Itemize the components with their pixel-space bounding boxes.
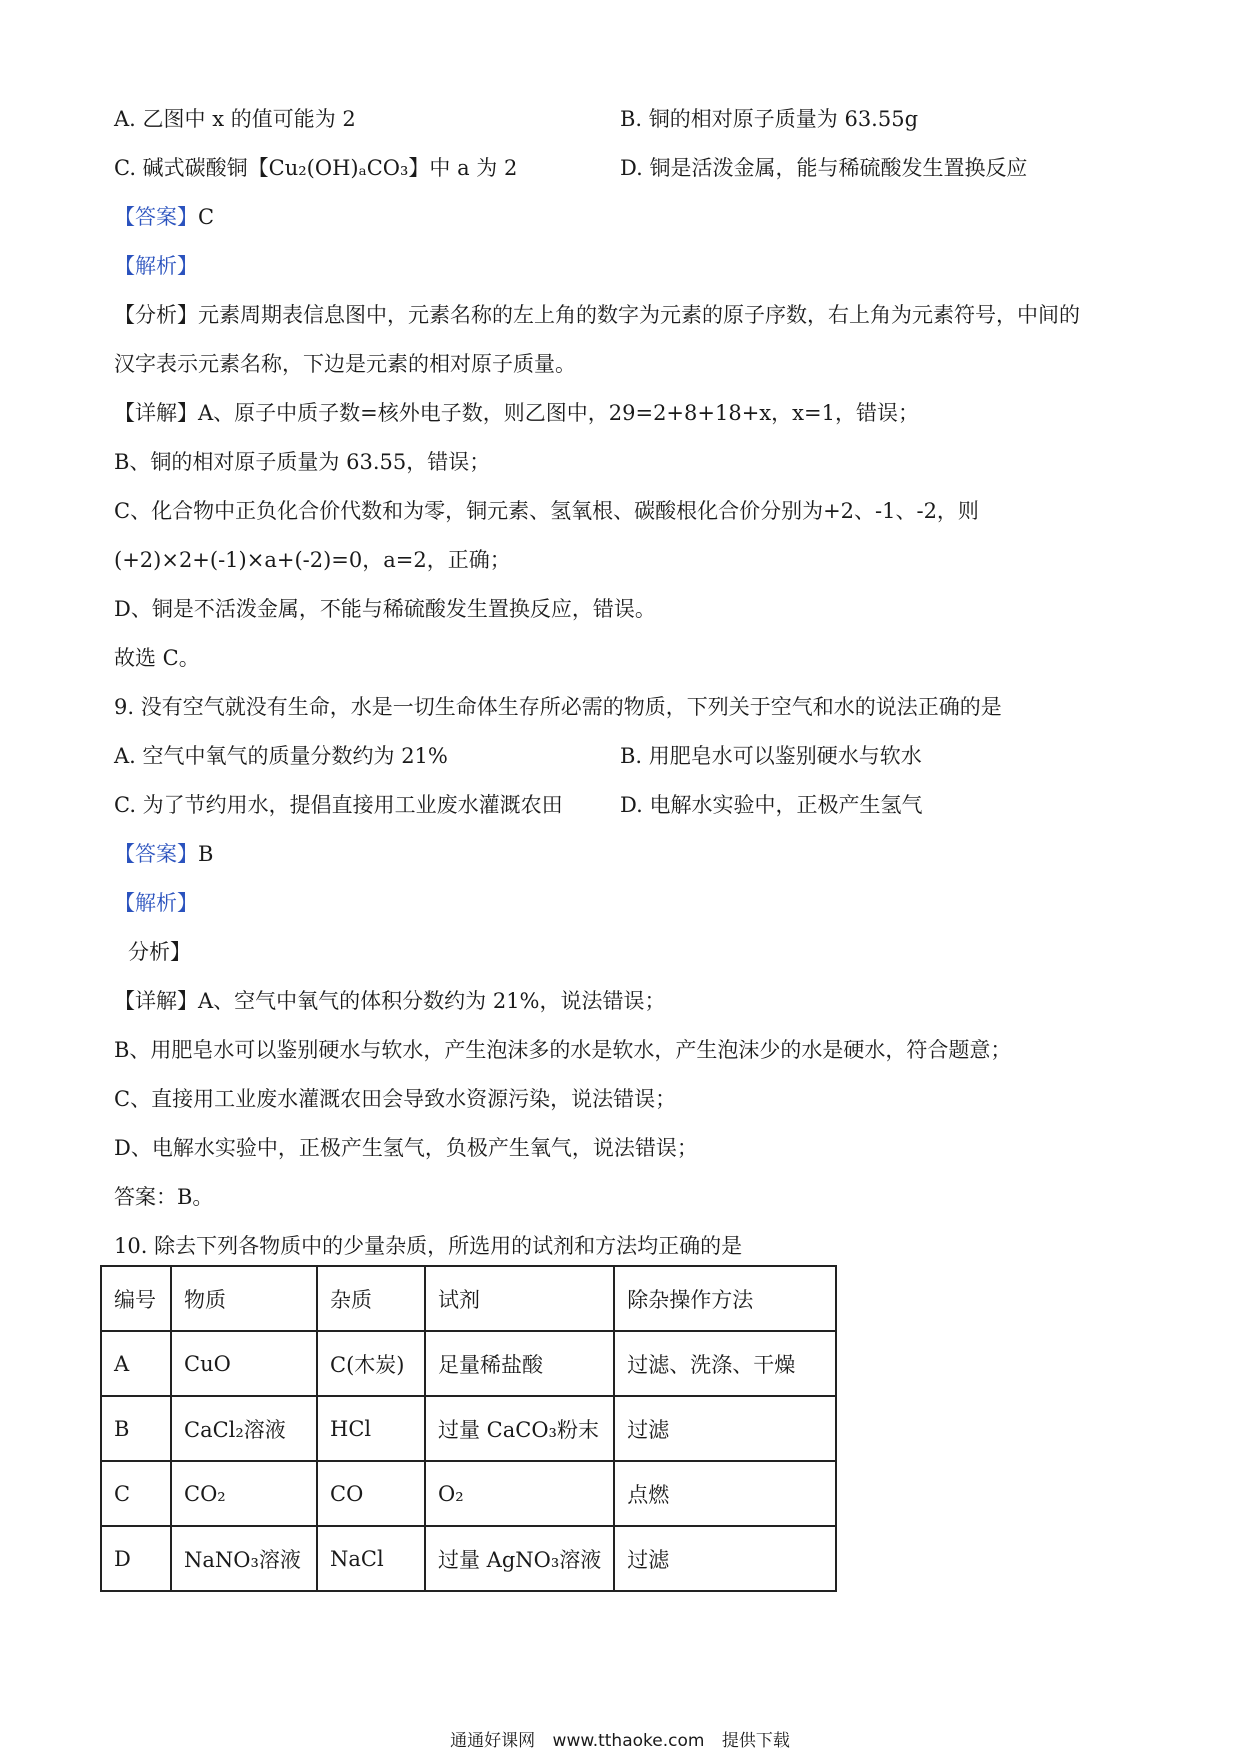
table-cell: CO₂	[171, 1461, 317, 1526]
q9-option-a: A. 空气中氧气的质量分数约为 21%	[114, 744, 448, 768]
q8-analysis-tag: 【解析】	[114, 254, 198, 278]
footer-suffix: 提供下载	[721, 1731, 790, 1751]
q9-stem: 9. 没有空气就没有生命，水是一切生命体生存所必需的物质，下列关于空气和水的说法正确的是	[114, 695, 1002, 719]
table-cell: 过量 CaCO₃粉末	[425, 1396, 614, 1461]
q8-option-c: C. 碱式碳酸铜【Cu₂(OH)ₐCO₃】中 a 为 2	[114, 156, 518, 180]
q9-option-b: B. 用肥皂水可以鉴别硬水与软水	[620, 744, 922, 768]
q9-option-d: D. 电解水实验中，正极产生氢气	[620, 793, 923, 817]
q9-option-c: C. 为了节约用水，提倡直接用工业废水灌溉农田	[114, 793, 563, 817]
q9-conclusion: 答案：B。	[114, 1185, 214, 1209]
header-cell: 编号	[101, 1266, 171, 1331]
table-cell: CuO	[171, 1331, 317, 1396]
q8-option-b: B. 铜的相对原子质量为 63.55g	[620, 107, 919, 131]
table-cell: CO	[317, 1461, 425, 1526]
q9-answer: B	[198, 842, 214, 866]
q9-detail-1: 【详解】A、空气中氧气的体积分数约为 21%，说法错误；	[114, 989, 666, 1013]
table-cell: D	[101, 1526, 171, 1591]
header-cell: 除杂操作方法	[614, 1266, 836, 1331]
footer-url[interactable]: www.tthaoke.com	[552, 1731, 705, 1751]
table-cell: CaCl₂溶液	[171, 1396, 317, 1461]
table-cell: C	[101, 1461, 171, 1526]
table-cell: 过量 AgNO₃溶液	[425, 1526, 614, 1591]
page-footer	[0, 1726, 1240, 1751]
q8-detail-3: C、化合物中正负化合价代数和为零，铜元素、氢氧根、碳酸根化合价分别为+2、-1、-2，则	[114, 499, 979, 523]
table-row	[101, 1396, 836, 1461]
footer-site-name: 通通好课网	[450, 1731, 536, 1751]
q9-analysis-text: 分析】	[128, 940, 191, 964]
q8-conclusion: 故选 C。	[114, 646, 200, 670]
header-cell: 物质	[171, 1266, 317, 1331]
table-cell: NaNO₃溶液	[171, 1526, 317, 1591]
table-cell: C(木炭)	[317, 1331, 425, 1396]
q8-answer-line	[114, 202, 214, 232]
table-cell: 点燃	[614, 1461, 836, 1526]
q10-stem: 10. 除去下列各物质中的少量杂质，所选用的试剂和方法均正确的是	[114, 1234, 743, 1258]
table-cell: B	[101, 1396, 171, 1461]
table-cell: O₂	[425, 1461, 614, 1526]
header-cell: 试剂	[425, 1266, 614, 1331]
q10-table	[100, 1265, 837, 1592]
table-cell: 过滤、洗涤、干燥	[614, 1331, 836, 1396]
q9-analysis-tag: 【解析】	[114, 891, 198, 915]
q8-detail-4: (+2)×2+(-1)×a+(-2)=0，a=2，正确；	[114, 548, 511, 572]
q9-detail-2: B、用肥皂水可以鉴别硬水与软水，产生泡沫多的水是软水，产生泡沫少的水是硬水，符合题意；	[114, 1038, 1012, 1062]
q9-detail-4: D、电解水实验中，正极产生氢气，负极产生氧气，说法错误；	[114, 1136, 698, 1160]
q8-analysis-text: 【分析】元素周期表信息图中，元素名称的左上角的数字为元素的原子序数，右上角为元素符号，中间的	[114, 303, 1080, 327]
q9-detail-3: C、直接用工业废水灌溉农田会导致水资源污染，说法错误；	[114, 1087, 677, 1111]
q8-answer: C	[198, 205, 215, 229]
table-row	[101, 1331, 836, 1396]
answer-tag: 【答案】	[114, 842, 198, 866]
q8-detail-2: B、铜的相对原子质量为 63.55，错误；	[114, 450, 491, 474]
header-cell: 杂质	[317, 1266, 425, 1331]
table-cell: NaCl	[317, 1526, 425, 1591]
answer-tag: 【答案】	[114, 205, 198, 229]
q8-option-d: D. 铜是活泼金属，能与稀硫酸发生置换反应	[620, 156, 1028, 180]
table-row	[101, 1526, 836, 1591]
table-cell: 过滤	[614, 1396, 836, 1461]
q8-option-a: A. 乙图中 x 的值可能为 2	[114, 107, 356, 131]
table-cell: HCl	[317, 1396, 425, 1461]
q8-analysis-text-2: 汉字表示元素名称，下边是元素的相对原子质量。	[114, 352, 576, 376]
q8-detail-1: 【详解】A、原子中质子数=核外电子数，则乙图中，29=2+8+18+x，x=1，错误；	[114, 401, 919, 425]
table-cell: 足量稀盐酸	[425, 1331, 614, 1396]
q8-detail-5: D、铜是不活泼金属，不能与稀硫酸发生置换反应，错误。	[114, 597, 656, 621]
q9-answer-line	[114, 839, 213, 869]
table-row	[101, 1461, 836, 1526]
table-header-row	[101, 1266, 836, 1331]
table-cell: 过滤	[614, 1526, 836, 1591]
table-cell: A	[101, 1331, 171, 1396]
